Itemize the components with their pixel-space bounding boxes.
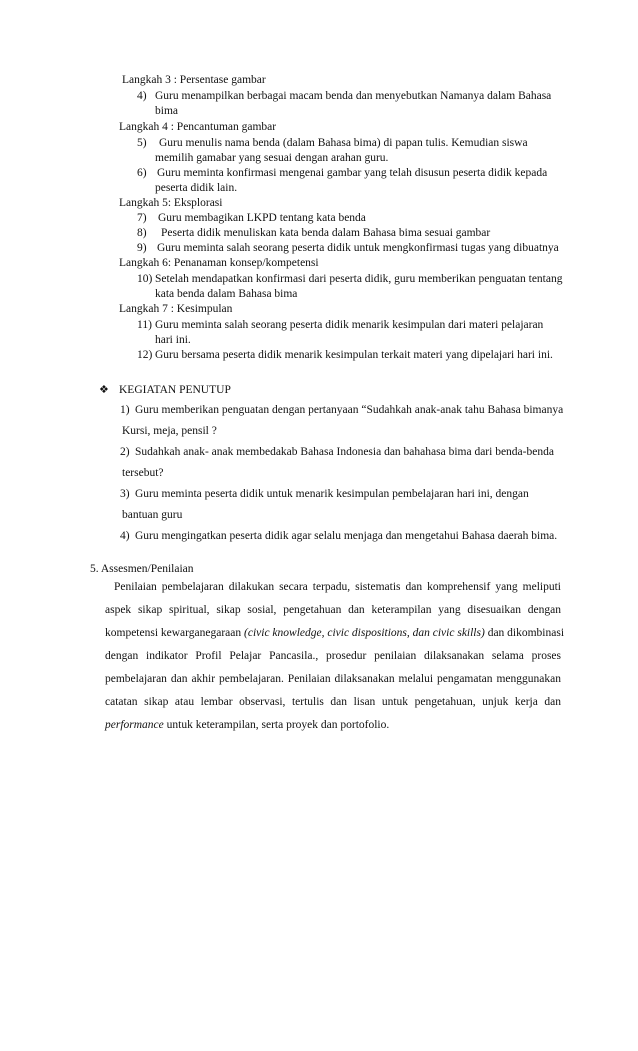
list-item-line: Sudahkah anak- anak membedakab Bahasa Indonesia dan bahahasa bima dari benda-benda: [135, 446, 554, 458]
assesmen-heading: 5. Assesmen/Penilaian: [90, 563, 194, 575]
langkah3-title: Langkah 3 : Persentase gambar: [122, 74, 266, 86]
paragraph-line: aspek sikap spiritual, sikap sosial, pengetahuan dan keterampilan yang disesuaikan dengan: [105, 604, 561, 616]
list-item-line: memilih gamabar yang sesuai dengan arahan guru.: [155, 152, 389, 164]
list-item-line: Guru bersama peserta didik menarik kesimpulan terkait materi yang dipelajari hari ini.: [155, 349, 553, 361]
item-number: 4): [120, 530, 130, 542]
list-item-line: bima: [155, 105, 178, 117]
item-number: 8): [137, 227, 147, 239]
list-item-line: Guru mengingatkan peserta didik agar selalu menjaga dan mengetahui Bahasa daerah bima.: [135, 530, 558, 542]
list-item-line: bantuan guru: [122, 509, 183, 521]
item-number: 11): [137, 319, 152, 331]
list-item-line: Setelah mendapatkan konfirmasi dari peserta didik, guru memberikan penguatan tentang: [155, 273, 563, 285]
diamond-bullet-icon: ❖: [99, 383, 109, 396]
item-number: 12): [137, 349, 153, 361]
paragraph-line: performance untuk keterampilan, serta proyek dan portofolio.: [105, 719, 390, 731]
langkah7-title: Langkah 7 : Kesimpulan: [119, 303, 233, 315]
list-item-line: Guru menulis nama benda (dalam Bahasa bima) di papan tulis. Kemudian siswa: [159, 137, 528, 149]
item-number: 1): [120, 404, 130, 416]
paragraph-line: Penilaian pembelajaran dilakukan secara terpadu, sistematis dan komprehensif yang meliputi: [114, 581, 561, 593]
item-number: 4): [137, 90, 147, 102]
list-item-line: peserta didik lain.: [155, 182, 238, 194]
item-number: 7): [137, 212, 147, 224]
item-number: 5): [137, 137, 147, 149]
langkah4-title: Langkah 4 : Pencantuman gambar: [119, 121, 277, 133]
list-item-line: Guru meminta peserta didik untuk menarik kesimpulan pembelajaran hari ini, dengan: [135, 488, 529, 500]
item-number: 3): [120, 488, 130, 500]
penutup-heading: KEGIATAN PENUTUP: [119, 384, 231, 396]
list-item-line: Kursi, meja, pensil ?: [122, 425, 217, 437]
list-item-line: Guru meminta salah seorang peserta didik menarik kesimpulan dari materi pelajaran: [155, 319, 544, 331]
list-item-line: Guru membagikan LKPD tentang kata benda: [158, 212, 366, 224]
paragraph-line: catatan sikap atau lembar observasi, tertulis dan lisan untuk pengetahuan, unjuk kerja dan: [105, 696, 561, 708]
item-number: 6): [137, 167, 147, 179]
list-item-line: Guru meminta konfirmasi mengenai gambar yang telah disusun peserta didik kepada: [157, 167, 548, 179]
item-number: 9): [137, 242, 147, 254]
list-item-line: kata benda dalam Bahasa bima: [155, 288, 298, 300]
list-item-line: Guru menampilkan berbagai macam benda dan menyebutkan Namanya dalam Bahasa: [155, 90, 552, 102]
item-number: 2): [120, 446, 130, 458]
list-item-line: Guru meminta salah seorang peserta didik untuk mengkonfirmasi tugas yang dibuatnya: [157, 242, 559, 254]
paragraph-line: dengan indikator Profil Pelajar Pancasila., prosedur penilaian dilaksanakan selama proses: [105, 650, 561, 662]
paragraph-line: kompetensi kewarganegaraan (civic knowledge, civic dispositions, dan civic skills) dan dikombinasi: [105, 627, 565, 639]
langkah5-title: Langkah 5: Eksplorasi: [119, 197, 223, 209]
paragraph-line: pembelajaran dan akhir pembelajaran. Penilaian dilaksanakan melalui pengamatan menggunakan: [105, 673, 561, 685]
list-item-line: Peserta didik menuliskan kata benda dalam Bahasa bima sesuai gambar: [161, 227, 491, 239]
list-item-line: hari ini.: [155, 334, 191, 346]
list-item-line: Guru memberikan penguatan dengan pertanyaan “Sudahkah anak-anak tahu Bahasa bimanya: [135, 404, 564, 416]
item-number: 10): [137, 273, 153, 285]
langkah6-title: Langkah 6: Penanaman konsep/kompetensi: [119, 257, 319, 269]
list-item-line: tersebut?: [122, 467, 164, 479]
